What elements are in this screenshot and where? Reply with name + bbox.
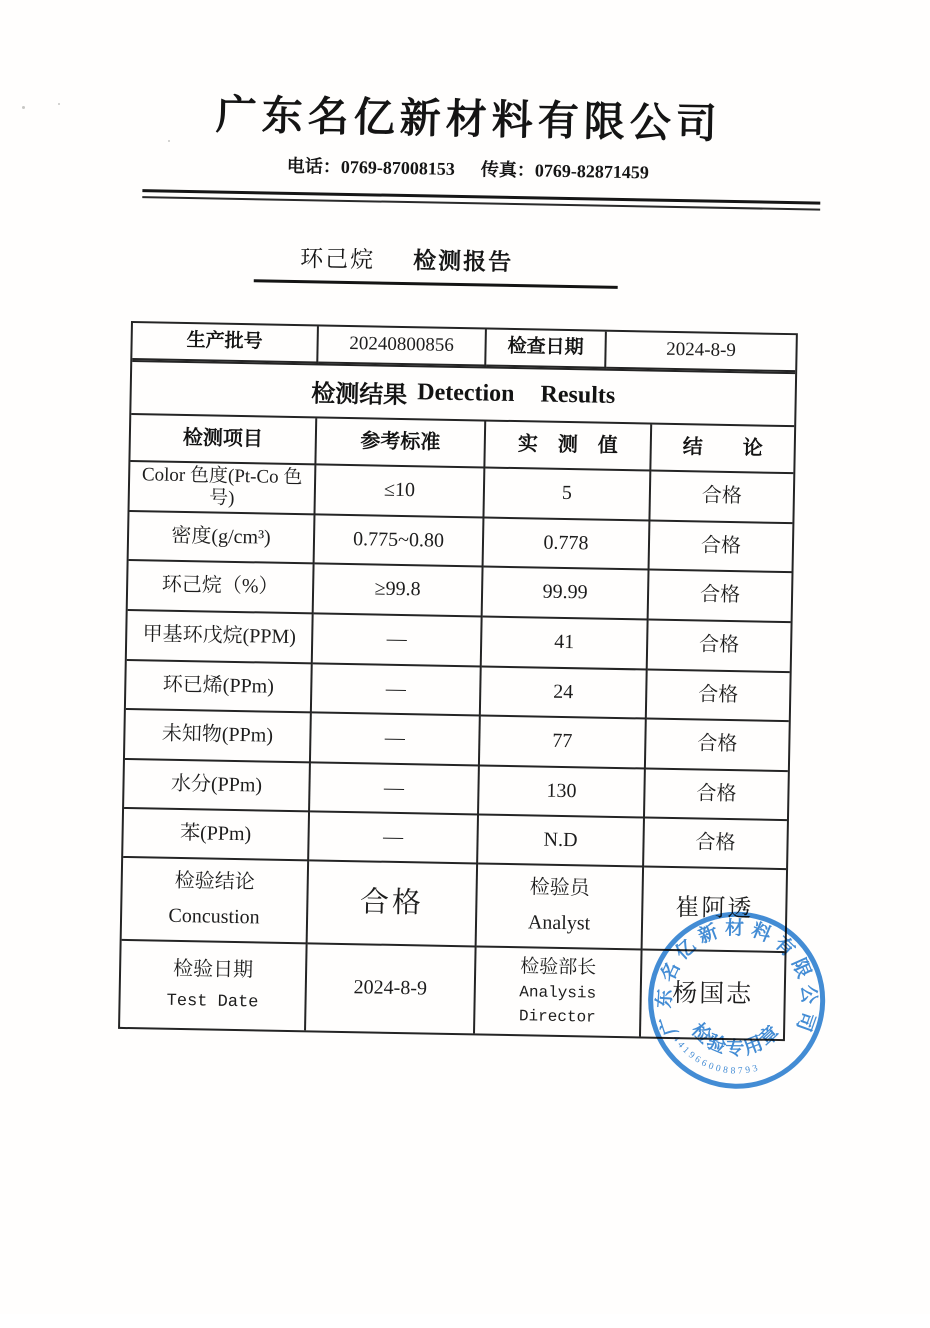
contact-line bbox=[3, 147, 930, 190]
report-title-text: 检测报告 bbox=[412, 248, 514, 275]
conclusion-label-cn: 检验结论 bbox=[174, 870, 255, 894]
analyst-label-cn: 检验员 bbox=[529, 876, 590, 900]
cell-value: 77 bbox=[480, 716, 647, 769]
cell-value: 24 bbox=[481, 667, 648, 719]
cell-item: 苯(PPm) bbox=[123, 809, 310, 861]
cell-standard: — bbox=[312, 664, 482, 716]
cell-item: 甲基环戊烷(PPM) bbox=[127, 611, 314, 664]
cell-conclusion: 合格 bbox=[648, 621, 791, 674]
inspect-date-label: 检查日期 bbox=[486, 330, 607, 369]
company-seal-stamp bbox=[640, 903, 833, 1096]
col-header-standard: 参考标准 bbox=[316, 418, 486, 468]
cell-value: 0.778 bbox=[484, 519, 651, 571]
test-date-label-en: Test Date bbox=[166, 992, 259, 1013]
batch-number: 20240800856 bbox=[318, 326, 487, 366]
analyst-label-cell bbox=[477, 864, 644, 950]
director-label-en2: Director bbox=[518, 1007, 596, 1027]
cell-standard: ≥99.8 bbox=[314, 564, 484, 617]
stamp-company-arc-text: 广东名亿新材料有限公司 bbox=[654, 918, 820, 1040]
cell-conclusion: 合格 bbox=[650, 472, 793, 525]
cell-value: 130 bbox=[479, 766, 646, 818]
conclusion-label-cell bbox=[122, 858, 309, 944]
director-label-cn: 检验部长 bbox=[520, 956, 597, 979]
cell-conclusion: 合格 bbox=[650, 522, 793, 574]
cell-conclusion: 合格 bbox=[646, 720, 789, 773]
cell-value: 99.99 bbox=[483, 568, 650, 621]
cell-item: Color 色度(Pt-Co 色号) bbox=[129, 462, 316, 515]
stamp-serial-text: 4419660088793 bbox=[670, 1034, 762, 1077]
col-header-value: 实 测 值 bbox=[485, 422, 652, 472]
cell-standard: — bbox=[311, 713, 481, 766]
cell-item: 环己烷（%） bbox=[128, 561, 315, 614]
section-header-en1: Detection bbox=[417, 379, 515, 408]
cell-standard: — bbox=[309, 812, 479, 864]
batch-label: 生产批号 bbox=[132, 323, 319, 363]
cell-value: 5 bbox=[484, 469, 651, 522]
cell-item: 密度(g/cm³) bbox=[129, 512, 316, 564]
director-label-en1: Analysis bbox=[519, 983, 597, 1003]
analyst-name-cell: 崔阿透 bbox=[643, 867, 786, 953]
company-name: 广东名亿新材料有限公司 bbox=[215, 91, 723, 147]
phone-label: 电话： bbox=[286, 155, 342, 177]
cell-conclusion: 合格 bbox=[644, 819, 787, 871]
stamp-label-text: 检验专用章 bbox=[686, 1019, 786, 1060]
col-header-item: 检测项目 bbox=[130, 415, 317, 465]
cell-value: N.D bbox=[478, 815, 645, 867]
test-date-label-cell bbox=[120, 941, 308, 1030]
test-date-label-cn: 检验日期 bbox=[172, 957, 254, 982]
section-header-cn: 检测结果 bbox=[310, 381, 408, 410]
conclusion-label-en: Concustion bbox=[168, 904, 260, 929]
conclusion-value-cell: 合格 bbox=[308, 861, 478, 947]
cell-item: 环已烯(PPm) bbox=[126, 661, 313, 713]
cell-value: 41 bbox=[482, 617, 649, 670]
director-name-cell: 杨国志 bbox=[671, 980, 754, 1009]
director-label-cell bbox=[475, 947, 643, 1036]
phone-number: 0769-87008153 bbox=[340, 156, 456, 179]
test-date-value-cell: 2024-8-9 bbox=[306, 944, 477, 1033]
cell-conclusion: 合格 bbox=[647, 671, 790, 723]
cell-standard: 0.775~0.80 bbox=[315, 515, 485, 567]
report-title bbox=[254, 239, 619, 289]
analyst-label-en: Analyst bbox=[527, 911, 591, 935]
cell-standard: — bbox=[313, 614, 483, 667]
fax-label: 传真： bbox=[480, 159, 536, 181]
svg-text:广东名亿新材料有限公司 bbox=[651, 915, 821, 1042]
cell-conclusion: 合格 bbox=[645, 770, 788, 822]
cell-standard: — bbox=[310, 763, 480, 815]
cell-item: 未知物(PPm) bbox=[125, 710, 312, 763]
col-header-conclusion: 结 论 bbox=[651, 425, 794, 475]
report-title-product: 环己烷 bbox=[299, 246, 376, 273]
inspect-date-value: 2024-8-9 bbox=[606, 332, 796, 372]
section-header-en2: Results bbox=[540, 381, 616, 409]
cell-item: 水分(PPm) bbox=[124, 760, 311, 812]
cell-conclusion: 合格 bbox=[649, 571, 792, 624]
cell-standard: ≤10 bbox=[315, 465, 485, 518]
fax-number: 0769-82871459 bbox=[534, 160, 649, 183]
svg-text:检验专用章 bbox=[686, 1018, 785, 1060]
